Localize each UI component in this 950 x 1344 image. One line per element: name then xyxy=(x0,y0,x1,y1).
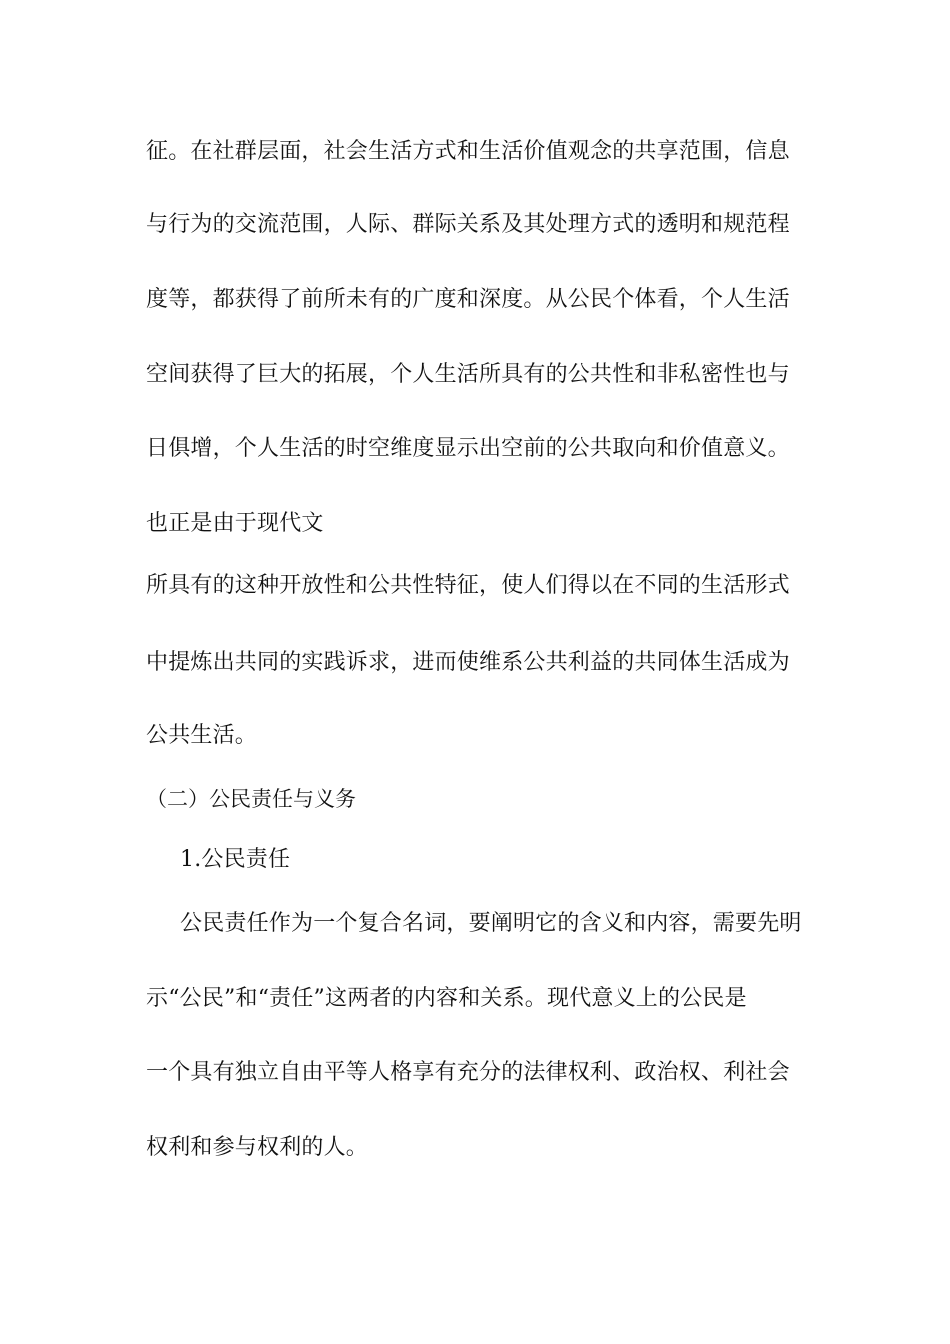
paragraph-1-line-2: 与行为的交流范围，人际、群际关系及其处理方式的透明和规范程 xyxy=(146,212,790,237)
paragraph-3-line-4: 权利和参与权利的人。 xyxy=(146,1135,369,1160)
paragraph-1-line-1: 征。在社群层面，社会生活方式和生活价值观念的共享范围，信息 xyxy=(146,139,790,164)
paragraph-1-line-5: 日俱增，个人生活的时空维度显示出空前的公共取向和价值意义。 xyxy=(146,436,790,461)
fragment-line: 也正是由于现代文 xyxy=(146,511,324,536)
paragraph-2-line-2: 中提炼出共同的实践诉求，进而使维系公共利益的共同体生活成为 xyxy=(146,650,790,675)
paragraph-2-line-1: 所具有的这种开放性和公共性特征，使人们得以在不同的生活形式 xyxy=(146,573,790,598)
subsection-heading: 1.公民责任 xyxy=(180,847,291,872)
paragraph-3-line-2: 示“公民”和“责任”这两者的内容和关系。现代意义上的公民是 xyxy=(146,986,747,1011)
paragraph-3-line-3: 一个具有独立自由平等人格享有充分的法律权利、政治权、利社会 xyxy=(146,1060,790,1085)
paragraph-3-line-1: 公民责任作为一个复合名词，要阐明它的含义和内容，需要先明 xyxy=(180,911,802,936)
paragraph-2-line-3: 公共生活。 xyxy=(146,723,258,748)
paragraph-1-line-3: 度等，都获得了前所未有的广度和深度。从公民个体看，个人生活 xyxy=(146,287,790,312)
paragraph-1-line-4: 空间获得了巨大的拓展，个人生活所具有的公共性和非私密性也与 xyxy=(146,362,790,387)
section-heading: （二）公民责任与义务 xyxy=(146,787,356,811)
